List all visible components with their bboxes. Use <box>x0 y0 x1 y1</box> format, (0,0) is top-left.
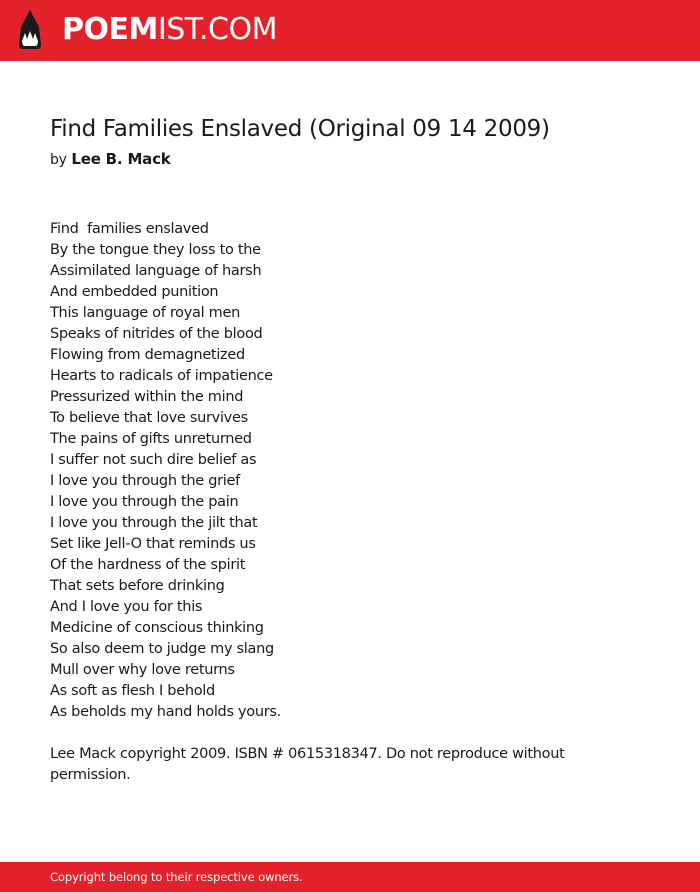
poem-line: So also deem to judge my slang <box>50 641 274 657</box>
poem-line: Of the hardness of the spirit <box>50 557 246 573</box>
site-footer <box>0 862 700 892</box>
poem-line: And embedded punition <box>50 284 219 300</box>
poem-line: By the tongue they loss to the <box>50 242 261 258</box>
poem-line: Pressurized within the mind <box>50 389 244 405</box>
poem-line: Mull over why love returns <box>50 662 235 678</box>
poem-line: I love you through the jilt that <box>50 515 258 531</box>
poem-body <box>50 219 281 723</box>
copyright-note: Lee Mack copyright 2009. ISBN # 0615318347. Do not reproduce without permission. <box>50 746 565 783</box>
poem-line: I suffer not such dire belief as <box>50 452 257 468</box>
poem-line: Set like Jell-O that reminds us <box>50 536 256 552</box>
poem-line: That sets before drinking <box>50 578 225 594</box>
logo-bold-text: POEM <box>62 12 158 47</box>
poem-line: Flowing from demagnetized <box>50 347 245 363</box>
poem-line: I love you through the pain <box>50 494 239 510</box>
byline <box>50 150 171 168</box>
footer-text: Copyright belong to their respective owners. <box>50 870 303 884</box>
site-header <box>0 0 700 61</box>
poem-line: To believe that love survives <box>50 410 248 426</box>
author-name: Lee B. Mack <box>71 150 171 168</box>
poem-line: This language of royal men <box>50 305 240 321</box>
poem-line: Speaks of nitrides of the blood <box>50 326 263 342</box>
poem-line: And I love you for this <box>50 599 203 615</box>
pen-nib-icon[interactable] <box>17 9 43 51</box>
site-logo[interactable] <box>62 12 277 48</box>
logo-light-text: IST.COM <box>157 12 277 47</box>
poem-line: As beholds my hand holds yours. <box>50 704 281 720</box>
poem-line: I love you through the grief <box>50 473 240 489</box>
poem-line: Find families enslaved <box>50 221 209 237</box>
poem-line: As soft as flesh I behold <box>50 683 215 699</box>
poem-title: Find Families Enslaved (Original 09 14 2009) <box>50 116 550 142</box>
poem-line: Medicine of conscious thinking <box>50 620 264 636</box>
poem-line: Assimilated language of harsh <box>50 263 262 279</box>
by-label: by <box>50 152 67 168</box>
poem-line: Hearts to radicals of impatience <box>50 368 273 384</box>
poem-line: The pains of gifts unreturned <box>50 431 252 447</box>
